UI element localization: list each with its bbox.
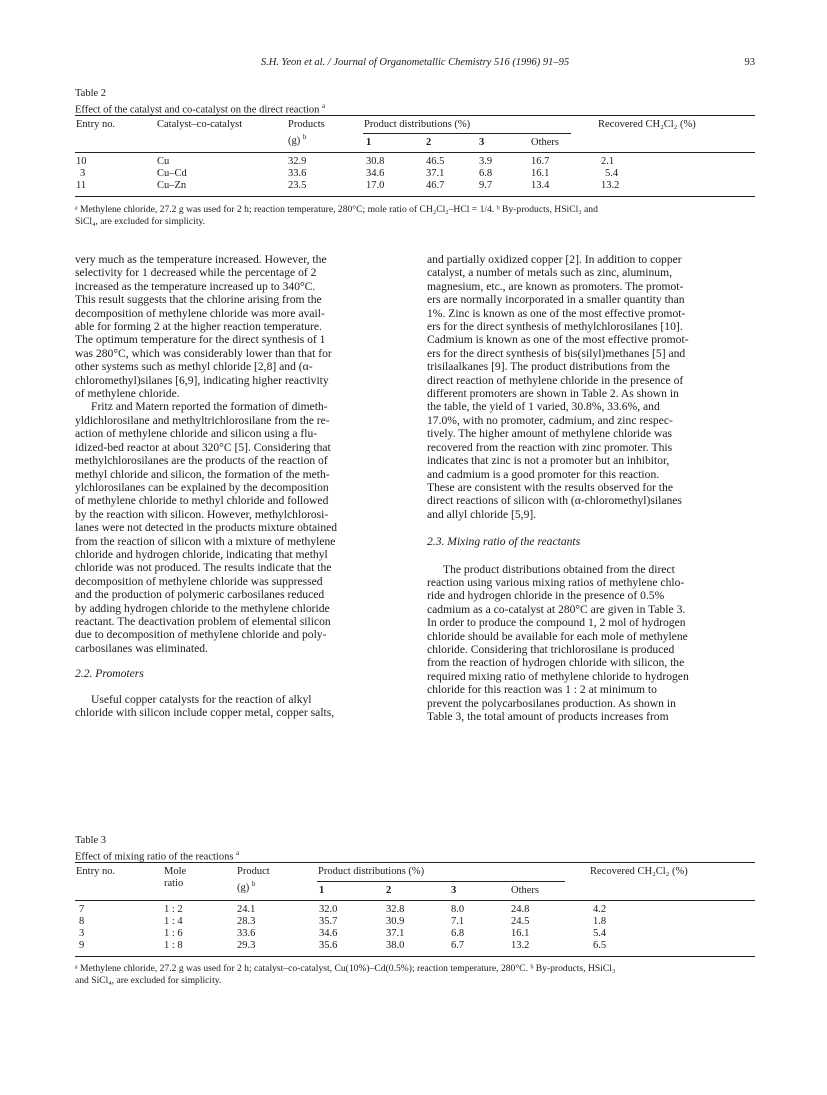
t3-header-3: 3 bbox=[451, 885, 457, 896]
table-3-caption: Effect of mixing ratio of the reactions $^a$ bbox=[75, 849, 240, 863]
t3-header-2: 2 bbox=[386, 885, 392, 896]
right-paragraph-1: and partially oxidized copper [2]. In addition to copper catalyst, a number of metals such as zinc, aluminum, magnesium, etc., are known as promoters. The promot- ers are normally incorporated in a smaller quantity than 1%. Zinc is known as one of the most effective promot- ers for the direct synthesis of methylchlorosilanes [10]. Cadmium is known as one of the most effective promot- ers for the direct synthesis of bis(silyl)methanes [5] and trisilaalkanes [9]. The product distributions from the direct reaction of methylene chloride in the presence of different promoters are shown in Table 2. As shown in the table, the yield of 1 varied, 30.8%, 33.6%, and 17.0%, with no promoter, cadmium, and zinc respec- tively. The higher amount of methylene chloride was recovered from the reaction with zinc promoter. This indicates that zinc is not a promoter but an inhibitor, and cadmium is a good promoter for this reaction. These are consistent with the results observed for the direct reactions of silicon with (α-chloromethyl)silanes and allyl chloride [5,9]. bbox=[427, 253, 689, 521]
t3-header-product-unit: (g) $^b$ bbox=[237, 880, 256, 894]
section-heading-promoters: 2.2. Promoters bbox=[75, 667, 144, 681]
t3-header-recovered: Recovered CH₂Cl₂ (%) bbox=[590, 866, 688, 877]
t3-header-mole: Mole bbox=[164, 866, 187, 877]
left-column bbox=[75, 253, 401, 719]
t2-header-1: 1 bbox=[366, 137, 372, 148]
t3-header-product: Product bbox=[237, 866, 270, 877]
t3-header-ratio: ratio bbox=[164, 878, 184, 889]
right-column bbox=[427, 253, 755, 723]
t3-header-others: Others bbox=[511, 885, 539, 896]
t2-header-entry: Entry no. bbox=[76, 119, 116, 130]
table-2-label: Table 2 bbox=[75, 88, 107, 99]
t3-header-entry: Entry no. bbox=[76, 866, 116, 877]
page-number: 93 bbox=[744, 57, 755, 68]
t2-header-catalyst: Catalyst–co-catalyst bbox=[157, 119, 243, 130]
table-2-caption: Effect of the catalyst and co-catalyst on the direct reaction $^a$ bbox=[75, 102, 326, 116]
right-paragraph-2: The product distributions obtained from the direct reaction using various mixing ratios of methylene chlo- ride and hydrogen chloride in the presence of 0.5% cadmium as a co-catalyst at 280°C are given in Table 3. In order to produce the compound 1, 2 mol of hydrogen chloride should be available for each mole of methylene chloride. Considering that trichlorosilane is produced from the reaction of hydrogen chloride with silicon, the required mixing ratio of methylene chloride to hydrogen chloride for this reaction was 1 : 2 at minimum to prevent the polycarbosilanes production. As shown in Table 3, the total amount of products increases from bbox=[427, 562, 689, 723]
t3-header-dist: Product distributions (%) bbox=[318, 866, 425, 877]
t2-header-products: Products bbox=[288, 119, 325, 130]
running-header: S.H. Yeon et al. / Journal of Organometallic Chemistry 516 (1996) 91–95 bbox=[260, 57, 570, 68]
t2-header-others: Others bbox=[531, 137, 559, 148]
left-paragraph-1: very much as the temperature increased. However, the selectivity for 1 decreased while the percentage of 2 increased as the temperature increased up to 340°C. This result suggests that the chlorine arising from the decomposition of methylene chloride was more avail- able for forming 2 at the higher reaction temperature. The optimum temperature for the direct synthesis of 1 was 280°C, which was considerably lower than that for other systems such as methyl chloride [2,8] and (α- chloromethyl)silanes [6,9], indicating higher reactivity of methylene chloride. bbox=[75, 253, 332, 401]
t3-header-1: 1 bbox=[319, 885, 325, 896]
t2-footnote-2: SiCl₄, are excluded for simplicity. bbox=[75, 216, 206, 227]
t2-header-2: 2 bbox=[426, 137, 432, 148]
left-paragraph-2: Fritz and Matern reported the formation of dimeth- yldichlorosilane and methyltrichlorosilane from the re- action of methylene chloride and silicon using a flu- idized-bed reactor at about 320°C [5]. Considering that methylchlorosilanes are the products of the reaction of methyl chloride and silicon, the formation of the meth- ylchlorosilanes can be explained by the decomposition of methylene chloride to methyl chloride and followed by the reaction with silicon. However, methylchlorosi- lanes were not detected in the products mixture obtained from the reaction of silicon with a mixture of methylene chloride and hydrogen chloride, indicating that methyl chloride was not produced. The results indicate that the decomposition of methylene chloride was suppressed and the production of polymeric carbosilanes reduced by adding hydrogen chloride to the methylene chloride reactant. The deactivation problem of elemental silicon due to decomposition of methylene chloride and poly- carbosilanes was eliminated. bbox=[75, 400, 338, 655]
t2-header-dist: Product distributions (%) bbox=[364, 119, 471, 130]
table-3-label: Table 3 bbox=[75, 835, 107, 846]
t2-header-3: 3 bbox=[479, 137, 485, 148]
t2-header-recovered: Recovered CH₂Cl₂ (%) bbox=[598, 119, 696, 130]
t2-header-products-unit: (g) $^b$ bbox=[288, 133, 307, 147]
t3-footnote-2: and SiCl₄, are excluded for simplicity. bbox=[75, 975, 222, 986]
left-paragraph-3: Useful copper catalysts for the reaction of alkyl chloride with silicon include copper metal, copper salts, bbox=[75, 692, 335, 719]
t2-footnote-1: ᵃ Methylene chloride, 27.2 g was used for 2 h; reaction temperature, 280°C; mole ratio of CH₂Cl₂–HCl = 1/4. ᵇ By-products, HSiCl₃ and bbox=[75, 204, 598, 215]
section-heading-mixing-ratio: 2.3. Mixing ratio of the reactants bbox=[427, 535, 581, 549]
t3-footnote-1: ᵃ Methylene chloride, 27.2 g was used for 2 h; catalyst–co-catalyst, Cu(10%)–Cd(0.5%); reaction temperature, 280°C. ᵇ By-products, HSiCl₃ bbox=[75, 963, 616, 974]
